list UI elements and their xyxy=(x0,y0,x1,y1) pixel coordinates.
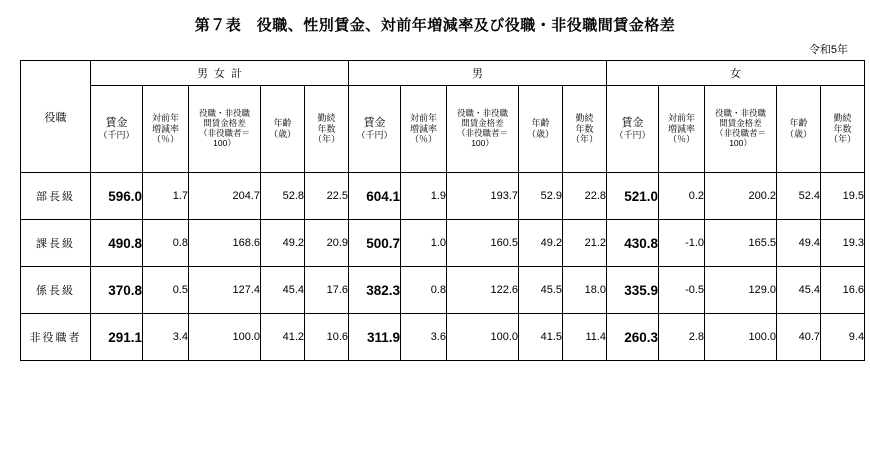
cell-gap: 127.4 xyxy=(189,267,261,314)
cell-age: 45.5 xyxy=(519,267,563,314)
col-header-line1: 年齢 xyxy=(273,118,292,129)
col-header-line2: 間賃金格差 xyxy=(719,118,762,129)
cell-wage: 500.7 xyxy=(349,220,401,267)
cell-tenure: 22.8 xyxy=(563,173,607,220)
col-header-line1: 賃金 xyxy=(105,116,128,129)
cell-age: 49.2 xyxy=(519,220,563,267)
cell-yoy: 3.4 xyxy=(143,314,189,361)
col-header-line4: 100） xyxy=(729,137,752,148)
col-header-line2: （歳） xyxy=(268,129,296,139)
col-header-line2: （千円） xyxy=(98,130,135,141)
cell-wage: 382.3 xyxy=(349,267,401,314)
col-header-line1: 勤続 xyxy=(317,112,336,123)
col-header-line3: （％） xyxy=(410,134,438,145)
cell-wage: 521.0 xyxy=(607,173,659,220)
table-body xyxy=(21,173,865,361)
col-header-gap-female xyxy=(705,86,777,173)
col-header-tenure-total xyxy=(305,86,349,173)
col-header-line1: 賃金 xyxy=(621,116,644,129)
cell-tenure: 20.9 xyxy=(305,220,349,267)
col-header-line2: 年数 xyxy=(833,123,852,134)
cell-tenure: 19.3 xyxy=(821,220,865,267)
cell-tenure: 11.4 xyxy=(563,314,607,361)
cell-age: 41.5 xyxy=(519,314,563,361)
cell-wage: 291.1 xyxy=(91,314,143,361)
cell-age: 40.7 xyxy=(777,314,821,361)
cell-yoy: -1.0 xyxy=(659,220,705,267)
table-row xyxy=(21,173,865,220)
col-header-line2: （千円） xyxy=(614,130,651,141)
cell-wage: 596.0 xyxy=(91,173,143,220)
cell-tenure: 10.6 xyxy=(305,314,349,361)
col-header-tenure-male xyxy=(563,86,607,173)
row-label: 課長級 xyxy=(21,220,91,267)
cell-gap: 160.5 xyxy=(447,220,519,267)
col-header-wage-total xyxy=(91,86,143,173)
cell-wage: 604.1 xyxy=(349,173,401,220)
era-note: 令和5年 xyxy=(808,44,848,56)
col-header-line1: 役職・非役職 xyxy=(715,108,767,119)
col-header-line3: （非役職者＝ xyxy=(715,128,767,138)
col-header-line1: 勤続 xyxy=(833,112,852,123)
cell-age: 45.4 xyxy=(261,267,305,314)
row-header-label: 役職 xyxy=(21,61,91,173)
cell-wage: 490.8 xyxy=(91,220,143,267)
cell-gap: 204.7 xyxy=(189,173,261,220)
cell-gap: 193.7 xyxy=(447,173,519,220)
cell-wage: 430.8 xyxy=(607,220,659,267)
group-header-total: 男女計 xyxy=(91,61,349,86)
cell-tenure: 17.6 xyxy=(305,267,349,314)
col-header-line1: 対前年 xyxy=(151,112,179,123)
cell-gap: 100.0 xyxy=(189,314,261,361)
col-header-line3: （非役職者＝ xyxy=(198,128,250,138)
cell-tenure: 9.4 xyxy=(821,314,865,361)
cell-age: 52.8 xyxy=(261,173,305,220)
cell-age: 41.2 xyxy=(261,314,305,361)
col-header-age-total xyxy=(261,86,305,173)
cell-gap: 100.0 xyxy=(447,314,519,361)
cell-tenure: 16.6 xyxy=(821,267,865,314)
col-header-line1: 対前年 xyxy=(668,112,696,123)
col-header-line1: 賃金 xyxy=(363,116,386,129)
col-header-age-female xyxy=(777,86,821,173)
cell-yoy: -0.5 xyxy=(659,267,705,314)
col-header-line2: 増減率 xyxy=(151,123,179,134)
col-header-wage-male xyxy=(349,86,401,173)
cell-age: 49.2 xyxy=(261,220,305,267)
group-header-male: 男 xyxy=(349,61,607,86)
cell-yoy: 0.2 xyxy=(659,173,705,220)
col-header-line2: （歳） xyxy=(785,129,813,139)
wage-by-position-table xyxy=(20,60,865,361)
table-row xyxy=(21,267,865,314)
cell-wage: 335.9 xyxy=(607,267,659,314)
col-header-line2: 間賃金格差 xyxy=(461,118,504,129)
col-header-line1: 年齢 xyxy=(789,118,808,129)
cell-gap: 100.0 xyxy=(705,314,777,361)
cell-yoy: 0.8 xyxy=(143,220,189,267)
col-header-yoy-female xyxy=(659,86,705,173)
document-page xyxy=(0,14,870,471)
col-header-gap-male xyxy=(447,86,519,173)
cell-age: 45.4 xyxy=(777,267,821,314)
col-header-line4: 100） xyxy=(213,137,236,148)
cell-gap: 165.5 xyxy=(705,220,777,267)
table-container xyxy=(20,60,865,361)
col-header-gap-total xyxy=(189,86,261,173)
cell-age: 49.4 xyxy=(777,220,821,267)
group-header-female: 女 xyxy=(607,61,865,86)
col-header-yoy-male xyxy=(401,86,447,173)
cell-gap: 122.6 xyxy=(447,267,519,314)
cell-tenure: 18.0 xyxy=(563,267,607,314)
col-header-age-male xyxy=(519,86,563,173)
table-row xyxy=(21,220,865,267)
col-header-yoy-total xyxy=(143,86,189,173)
col-header-line1: 役職・非役職 xyxy=(457,108,509,119)
cell-wage: 370.8 xyxy=(91,267,143,314)
cell-yoy: 2.8 xyxy=(659,314,705,361)
col-header-line2: （千円） xyxy=(356,130,393,141)
table-group-header-row xyxy=(21,61,865,86)
col-header-line2: 増減率 xyxy=(668,123,696,134)
col-header-line1: 役職・非役職 xyxy=(198,108,250,119)
col-header-line3: （年） xyxy=(829,134,857,145)
cell-tenure: 21.2 xyxy=(563,220,607,267)
page-title: 第７表 役職、性別賃金、対前年増減率及び役職・非役職間賃金格差 xyxy=(194,17,676,34)
cell-wage: 260.3 xyxy=(607,314,659,361)
cell-gap: 168.6 xyxy=(189,220,261,267)
col-header-line3: （％） xyxy=(151,134,179,145)
col-header-line2: 年数 xyxy=(317,123,336,134)
cell-tenure: 22.5 xyxy=(305,173,349,220)
col-header-line3: （％） xyxy=(668,134,696,145)
cell-tenure: 19.5 xyxy=(821,173,865,220)
cell-yoy: 3.6 xyxy=(401,314,447,361)
cell-yoy: 0.8 xyxy=(401,267,447,314)
col-header-line1: 対前年 xyxy=(410,112,438,123)
cell-yoy: 1.0 xyxy=(401,220,447,267)
cell-age: 52.9 xyxy=(519,173,563,220)
cell-age: 52.4 xyxy=(777,173,821,220)
col-header-line3: （年） xyxy=(571,134,599,145)
col-header-line2: 間賃金格差 xyxy=(203,118,246,129)
cell-gap: 129.0 xyxy=(705,267,777,314)
col-header-line2: 年数 xyxy=(575,123,594,134)
row-label: 部長級 xyxy=(21,173,91,220)
cell-yoy: 1.9 xyxy=(401,173,447,220)
col-header-line1: 勤続 xyxy=(575,112,594,123)
cell-yoy: 0.5 xyxy=(143,267,189,314)
row-label: 非役職者 xyxy=(21,314,91,361)
cell-gap: 200.2 xyxy=(705,173,777,220)
col-header-line2: 増減率 xyxy=(410,123,438,134)
table-row xyxy=(21,314,865,361)
col-header-line2: （歳） xyxy=(527,129,555,139)
col-header-line3: （非役職者＝ xyxy=(457,128,509,138)
col-header-line1: 年齢 xyxy=(531,118,550,129)
cell-wage: 311.9 xyxy=(349,314,401,361)
col-header-tenure-female xyxy=(821,86,865,173)
cell-yoy: 1.7 xyxy=(143,173,189,220)
col-header-wage-female xyxy=(607,86,659,173)
col-header-line4: 100） xyxy=(471,137,494,148)
row-label: 係長級 xyxy=(21,267,91,314)
table-column-header-row xyxy=(21,86,865,173)
col-header-line3: （年） xyxy=(313,134,341,145)
